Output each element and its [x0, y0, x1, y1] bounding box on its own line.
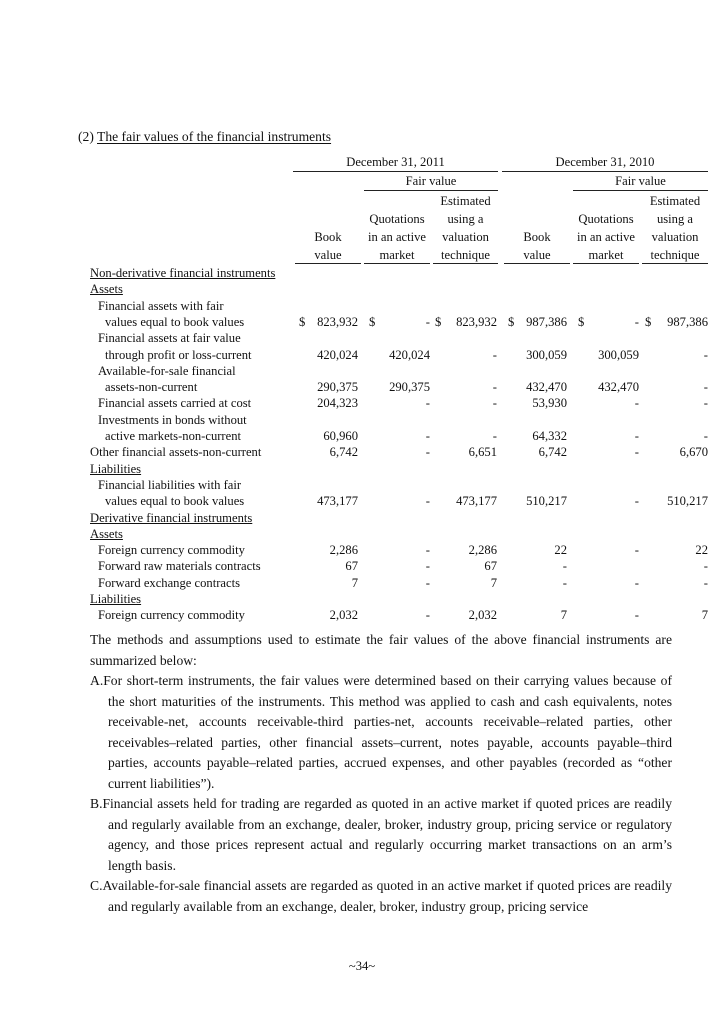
row-value: 420,024 — [389, 347, 430, 362]
title-text: The fair values of the financial instruments — [97, 129, 332, 144]
estimated-heading-2010 — [642, 192, 708, 264]
book-heading-line: Book — [314, 230, 342, 244]
row-value: 2,032 — [329, 608, 358, 623]
row-label: Financial liabilities with fair — [98, 477, 242, 492]
row-label: Financial assets at fair value — [98, 331, 241, 346]
table-row — [90, 412, 710, 428]
row-value: - — [492, 396, 497, 411]
table-row — [90, 493, 710, 509]
title-prefix: (2) — [78, 129, 98, 144]
row-label: Non-derivative financial instruments — [90, 266, 276, 280]
active-line: in an active — [576, 230, 636, 244]
row-value: - — [634, 314, 639, 329]
table-row — [90, 558, 710, 574]
row-value: 510,217 — [526, 494, 567, 509]
header-rule-book-2011 — [295, 263, 361, 264]
market-line: market — [588, 248, 624, 262]
row-value: 300,059 — [598, 347, 639, 362]
section-title — [78, 129, 331, 145]
row-label: Derivative financial instruments — [90, 510, 253, 525]
row-value: - — [703, 347, 708, 362]
row-label: Foreign currency commodity — [98, 608, 245, 623]
valuation-line: valuation — [442, 230, 489, 244]
table-row — [90, 379, 710, 395]
table-row — [90, 510, 710, 526]
row-value: 6,670 — [679, 445, 708, 460]
row-value: 823,932 — [317, 314, 358, 329]
dollar-sign: $ — [435, 314, 442, 329]
row-value: - — [634, 543, 639, 558]
row-label: Liabilities — [90, 461, 142, 476]
row-value: 2,032 — [468, 608, 497, 623]
row-value: 7 — [701, 608, 708, 623]
row-value: 60,960 — [323, 429, 358, 443]
quotations-heading-2010 — [571, 210, 641, 264]
using-line: using a — [447, 212, 484, 226]
row-value: - — [634, 608, 639, 623]
table-row — [90, 298, 710, 314]
value-heading-line: value — [523, 248, 551, 262]
row-value: 300,059 — [526, 347, 567, 362]
row-value: - — [425, 314, 430, 329]
book-value-heading-2010 — [504, 228, 570, 264]
row-value: - — [703, 575, 708, 590]
row-value: 6,651 — [468, 445, 497, 460]
row-value: 67 — [345, 559, 358, 574]
row-value: - — [634, 575, 639, 590]
row-value: - — [492, 347, 497, 362]
page-number: ~34~ — [348, 959, 376, 973]
row-value: - — [425, 494, 430, 509]
table-row — [90, 265, 710, 281]
row-value: 510,217 — [667, 494, 708, 509]
row-value: 67 — [484, 559, 497, 574]
row-value: 432,470 — [598, 380, 639, 395]
table-row — [90, 428, 710, 444]
note-item-b: B.Financial assets held for trading are regarded as quoted in an active market if quoted prices are readily and regularly available from an exchange, dealer, broker, industry group, pricing service or regulatory agency, and those prices represent actual and regularly occurring market transactions on an arm’s length basis. — [90, 796, 672, 873]
estimated-line: Estimated — [440, 194, 491, 208]
row-value: 7 — [560, 608, 567, 623]
intro-paragraph: The methods and assumptions used to estimate the fair values of the above financial instruments are summarized below: — [90, 632, 672, 668]
using-line: using a — [656, 212, 694, 226]
row-value: - — [425, 608, 430, 623]
row-value: 2,286 — [468, 543, 497, 558]
table-row — [90, 363, 710, 379]
row-value: 2,286 — [329, 543, 358, 558]
row-label: values equal to book values — [105, 494, 245, 509]
period-2010-heading: December 31, 2010 — [555, 155, 655, 169]
row-value: - — [425, 429, 430, 443]
estimated-heading-2011 — [433, 192, 498, 264]
table-row — [90, 461, 710, 477]
row-value: 204,323 — [317, 396, 358, 411]
row-value: - — [425, 396, 430, 411]
row-value: - — [425, 445, 430, 460]
book-heading-line: Book — [523, 230, 551, 244]
row-value: 22 — [695, 543, 708, 558]
row-value: - — [703, 396, 708, 411]
table-row — [90, 591, 710, 607]
header-rule-quotations-2010 — [573, 263, 639, 264]
row-label: Financial assets with fair — [98, 298, 224, 313]
row-value: 53,930 — [532, 396, 567, 411]
row-value: 7 — [490, 575, 497, 590]
technique-line: technique — [650, 248, 700, 262]
row-label: Forward raw materials contracts — [98, 559, 261, 574]
table-row — [90, 281, 710, 297]
row-value: 987,386 — [526, 314, 567, 329]
row-value: - — [425, 559, 430, 574]
row-value: 420,024 — [317, 347, 358, 362]
row-label: Investments in bonds without — [98, 412, 247, 427]
period-2011-heading: December 31, 2011 — [346, 155, 445, 169]
table-row — [90, 477, 710, 493]
row-value: 7 — [351, 575, 358, 590]
row-label: Other financial assets-non-current — [90, 445, 262, 460]
table-row — [90, 607, 710, 623]
row-value: - — [562, 575, 567, 590]
dollar-sign: $ — [645, 314, 652, 329]
quotations-line: Quotations — [369, 212, 425, 226]
row-value: - — [703, 380, 708, 395]
quotations-line: Quotations — [578, 212, 634, 226]
valuation-line: valuation — [651, 230, 699, 244]
row-value: 473,177 — [456, 494, 497, 509]
table-row — [90, 330, 710, 346]
table-row — [90, 542, 710, 558]
table-row — [90, 347, 710, 363]
row-value: - — [425, 575, 430, 590]
fair-value-rule-2011 — [364, 190, 498, 191]
row-value: - — [492, 380, 497, 395]
dollar-sign: $ — [578, 314, 585, 329]
quotations-heading-2011 — [362, 210, 432, 264]
row-value: - — [634, 429, 639, 443]
header-rule-estimated-2011 — [433, 263, 498, 264]
row-value: 473,177 — [317, 494, 358, 509]
row-label: Forward exchange contracts — [98, 575, 240, 590]
row-label: through profit or loss-current — [105, 347, 252, 362]
technique-line: technique — [441, 248, 490, 262]
header-rule-quotations-2011 — [364, 263, 430, 264]
row-value: - — [425, 543, 430, 558]
row-label: active markets-non-current — [105, 429, 242, 443]
market-line: market — [379, 248, 415, 262]
row-value: - — [492, 429, 497, 443]
row-label: Assets — [90, 526, 123, 541]
row-value: - — [703, 429, 708, 443]
estimated-line: Estimated — [649, 194, 701, 208]
row-value: 290,375 — [389, 380, 430, 395]
table-row — [90, 314, 710, 330]
row-value: 22 — [554, 543, 567, 558]
row-label: values equal to book values — [105, 314, 245, 329]
dollar-sign: $ — [299, 314, 306, 329]
row-value: 823,932 — [456, 314, 497, 329]
table-row — [90, 444, 710, 460]
row-label: Assets — [90, 282, 123, 297]
table-row — [90, 395, 710, 411]
row-label: assets-non-current — [105, 380, 198, 395]
fair-value-heading-2011: Fair value — [405, 174, 457, 188]
fair-value-heading-2010: Fair value — [615, 174, 666, 188]
value-heading-line: value — [314, 248, 342, 262]
row-value: 290,375 — [317, 380, 358, 395]
book-value-heading-2011 — [295, 228, 361, 264]
dollar-sign: $ — [369, 314, 376, 329]
active-line: in an active — [367, 230, 427, 244]
note-item-c: C.Available-for-sale financial assets are regarded as quoted in an active market if quoted prices are readily and regularly available from an exchange, dealer, broker, industry group, pricing service — [90, 878, 672, 914]
row-label: Financial assets carried at cost — [98, 396, 252, 411]
dollar-sign: $ — [508, 314, 515, 329]
table-row — [90, 575, 710, 591]
row-label: Liabilities — [90, 592, 142, 606]
note-item-a: A.For short-term instruments, the fair values were determined based on their carrying values because of the short maturities of the instruments. This method was applied to cash and cash equivalents, notes receivable-net, accounts receivable-third parties-net, accounts receivable–related parties, other receivables–related parties, other financial assets–current, notes payable, accounts payable–third parties, accounts payable–related parties, accrued expenses, and other payables (recorded as “other current liabilities”). — [90, 673, 672, 791]
row-value: 432,470 — [526, 380, 567, 395]
row-value: 6,742 — [538, 445, 567, 460]
row-value: - — [562, 559, 567, 574]
fair-value-rule-2010 — [573, 190, 708, 191]
row-value: 6,742 — [329, 445, 358, 460]
row-value: 64,332 — [532, 429, 567, 443]
row-label: Foreign currency commodity — [98, 543, 245, 558]
row-value: - — [634, 494, 639, 509]
row-value: - — [634, 396, 639, 411]
row-value: - — [703, 559, 708, 574]
header-rule-book-2010 — [504, 263, 570, 264]
row-value: - — [634, 445, 639, 460]
row-value: 987,386 — [667, 314, 708, 329]
header-rule-estimated-2010 — [642, 263, 708, 264]
row-label: Available-for-sale financial — [98, 363, 236, 378]
table-row — [90, 526, 710, 542]
